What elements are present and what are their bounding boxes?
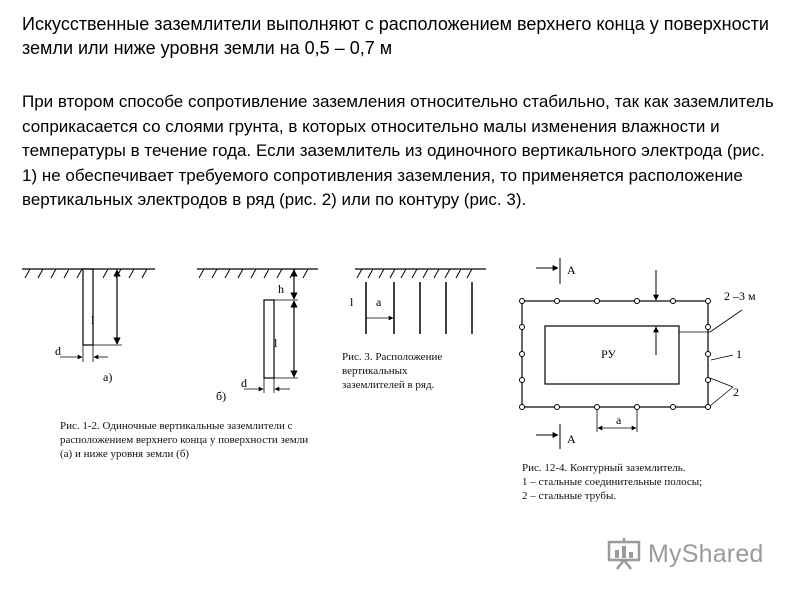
section-label-bottom: А bbox=[567, 432, 576, 446]
label-distance: 2 –3 м bbox=[724, 289, 756, 303]
label-l-a: l bbox=[91, 313, 95, 327]
electrode-a bbox=[83, 269, 93, 345]
figure-contour bbox=[520, 258, 743, 449]
figure-a bbox=[22, 269, 155, 362]
label-ru: РУ bbox=[601, 347, 616, 361]
caption-fig4-line2: 2 – стальные трубы. bbox=[522, 490, 617, 502]
label-sub-b: б) bbox=[216, 389, 227, 403]
figure-row bbox=[355, 269, 486, 334]
label-l-b: l bbox=[274, 336, 278, 350]
label-1: 1 bbox=[736, 347, 742, 361]
caption-fig4-line1: 1 – стальные соединительные полосы; bbox=[522, 476, 703, 488]
label-h-b: h bbox=[278, 282, 284, 296]
electrode-b bbox=[264, 300, 274, 378]
caption-fig4 bbox=[522, 461, 762, 503]
ground-hatch-b bbox=[199, 269, 308, 278]
myshared-logo bbox=[606, 536, 764, 572]
caption-fig4-title: Рис. 12-4. Контурный заземлитель. bbox=[522, 462, 686, 474]
body-paragraph: При втором способе сопротивление заземления относительно стабильно, так как заземлитель соприкасается со слоями грунта, в которых относительно малы изменения влажности и температуры в течение года. Если заземлитель из одиночного вертикального электрода (рис. 1) не обеспечивает требуемого сопротивления заземления, то применяется расположение вертикальных электродов в ряд (рис. 2) или по контуру (рис. 3). bbox=[22, 92, 774, 209]
label-sub-a: а) bbox=[103, 370, 113, 384]
caption-fig3: Рис. 3. Расположение вертикальных заземлителей в ряд. bbox=[342, 351, 443, 391]
ground-hatch-a bbox=[25, 269, 147, 278]
label-a-contour: а bbox=[616, 413, 622, 427]
label-d-a: d bbox=[55, 344, 61, 358]
label-d-b: d bbox=[241, 376, 247, 390]
label-l-row: l bbox=[350, 295, 354, 309]
presentation-board-icon bbox=[606, 538, 642, 570]
label-2: 2 bbox=[733, 385, 739, 399]
figure-b bbox=[197, 269, 318, 393]
caption-fig12: Рис. 1-2. Одиночные вертикальные заземлители с расположением верхнего конца у поверхности земли (а) и ниже уровня земли (б) bbox=[60, 420, 309, 460]
slide-heading: Искусственные заземлители выполняют с расположением верхнего конца у поверхности земли или ниже уровня земли на 0,5 – 0,7 м bbox=[22, 14, 769, 58]
ground-hatch-row bbox=[357, 269, 472, 278]
section-label-top: А bbox=[567, 263, 576, 277]
label-a-row: a bbox=[376, 295, 382, 309]
logo-text: MyShared bbox=[648, 539, 764, 568]
